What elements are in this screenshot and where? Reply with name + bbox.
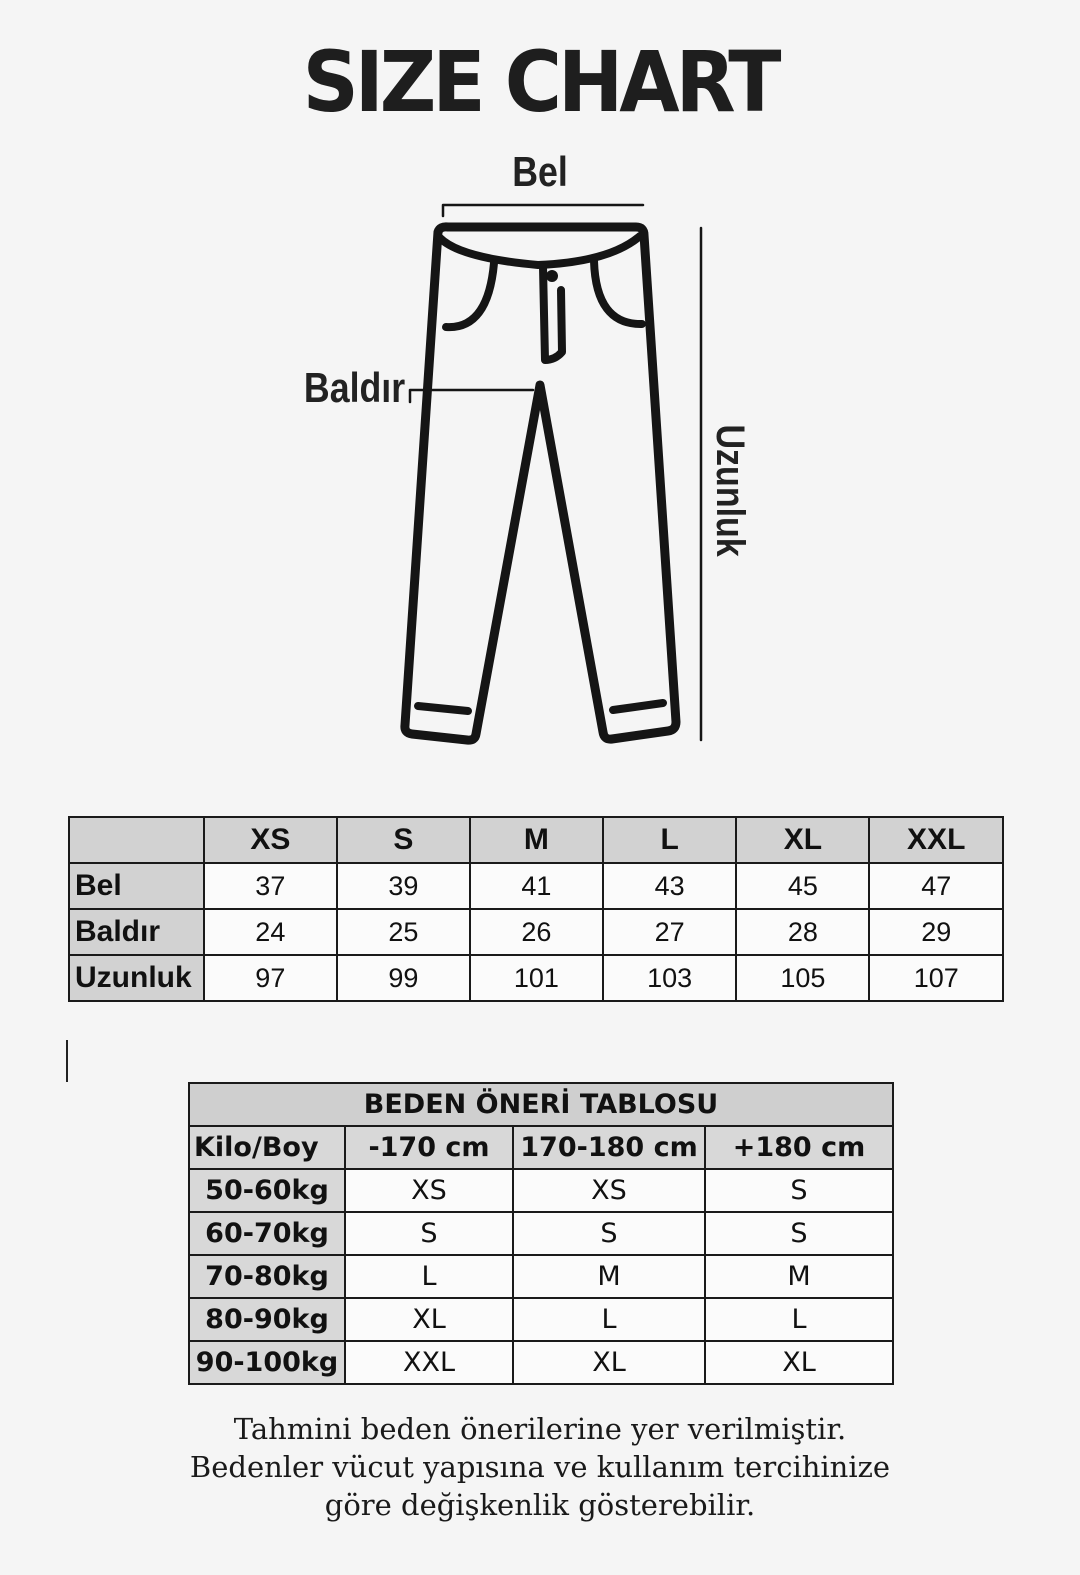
table-cell: 25 bbox=[337, 909, 470, 955]
table-cell: S bbox=[345, 1212, 513, 1255]
pants-outline-icon bbox=[0, 140, 1080, 760]
row-header: Baldır bbox=[69, 909, 204, 955]
table-cell: L bbox=[513, 1298, 705, 1341]
table-cell: M bbox=[513, 1255, 705, 1298]
table-cell: 47 bbox=[869, 863, 1003, 909]
rec-header-row bbox=[189, 1126, 893, 1169]
table-cell: 28 bbox=[736, 909, 869, 955]
rec-title-row bbox=[189, 1083, 893, 1126]
size-col-header: L bbox=[603, 817, 736, 863]
rec-col-header: +180 cm bbox=[705, 1126, 893, 1169]
table-cell: XL bbox=[705, 1341, 893, 1384]
table-cell: L bbox=[345, 1255, 513, 1298]
table-cell: XS bbox=[345, 1169, 513, 1212]
size-recommendation-table bbox=[188, 1082, 894, 1385]
disclaimer-note bbox=[0, 1410, 1080, 1524]
page-title: SIZE CHART bbox=[302, 34, 778, 132]
table-row bbox=[189, 1169, 893, 1212]
table-cell: XXL bbox=[345, 1341, 513, 1384]
row-header: Bel bbox=[69, 863, 204, 909]
table-cell: 103 bbox=[603, 955, 736, 1001]
table-row bbox=[189, 1298, 893, 1341]
table-cell: S bbox=[705, 1212, 893, 1255]
table-cell: XS bbox=[513, 1169, 705, 1212]
table-cell: 39 bbox=[337, 863, 470, 909]
table-row bbox=[189, 1212, 893, 1255]
note-line: Bedenler vücut yapısına ve kullanım tercihinize bbox=[189, 1450, 891, 1484]
row-header: 90-100kg bbox=[189, 1341, 345, 1384]
table-cell: 29 bbox=[869, 909, 1003, 955]
table-cell: XL bbox=[513, 1341, 705, 1384]
size-col-header: S bbox=[337, 817, 470, 863]
rec-corner-header: Kilo/Boy bbox=[189, 1126, 345, 1169]
size-header-row bbox=[69, 817, 1003, 863]
table-cell: XL bbox=[345, 1298, 513, 1341]
table-cell: 26 bbox=[470, 909, 603, 955]
length-label: Uzunluk bbox=[708, 424, 752, 557]
size-col-header: XXL bbox=[869, 817, 1003, 863]
table-row bbox=[189, 1255, 893, 1298]
table-cell: S bbox=[513, 1212, 705, 1255]
row-header: 80-90kg bbox=[189, 1298, 345, 1341]
table-cell: S bbox=[705, 1169, 893, 1212]
note-line: Tahmini beden önerilerine yer verilmiştir. bbox=[233, 1412, 847, 1446]
table-cell: 27 bbox=[603, 909, 736, 955]
table-cell: 97 bbox=[204, 955, 337, 1001]
text-cursor bbox=[66, 1040, 68, 1082]
size-table bbox=[68, 816, 1004, 1002]
note-line: göre değişkenlik gösterebilir. bbox=[324, 1488, 756, 1522]
row-header: Uzunluk bbox=[69, 955, 204, 1001]
table-cell: 43 bbox=[603, 863, 736, 909]
table-cell: 41 bbox=[470, 863, 603, 909]
table-cell: 107 bbox=[869, 955, 1003, 1001]
table-cell: 45 bbox=[736, 863, 869, 909]
size-col-header: XL bbox=[736, 817, 869, 863]
row-header: 50-60kg bbox=[189, 1169, 345, 1212]
row-header: 70-80kg bbox=[189, 1255, 345, 1298]
waist-label: Bel bbox=[512, 148, 568, 195]
size-col-header: M bbox=[470, 817, 603, 863]
table-row bbox=[189, 1341, 893, 1384]
rec-table-title: BEDEN ÖNERİ TABLOSU bbox=[189, 1083, 893, 1126]
table-cell: 101 bbox=[470, 955, 603, 1001]
table-row bbox=[69, 863, 1003, 909]
table-row bbox=[69, 955, 1003, 1001]
size-table-corner bbox=[69, 817, 204, 863]
table-cell: 99 bbox=[337, 955, 470, 1001]
table-cell: 105 bbox=[736, 955, 869, 1001]
table-row bbox=[69, 909, 1003, 955]
rec-col-header: -170 cm bbox=[345, 1126, 513, 1169]
table-cell: 37 bbox=[204, 863, 337, 909]
table-cell: 24 bbox=[204, 909, 337, 955]
size-col-header: XS bbox=[204, 817, 337, 863]
table-cell: L bbox=[705, 1298, 893, 1341]
rec-col-header: 170-180 cm bbox=[513, 1126, 705, 1169]
row-header: 60-70kg bbox=[189, 1212, 345, 1255]
calf-label: Baldır bbox=[303, 364, 406, 411]
table-cell: M bbox=[705, 1255, 893, 1298]
